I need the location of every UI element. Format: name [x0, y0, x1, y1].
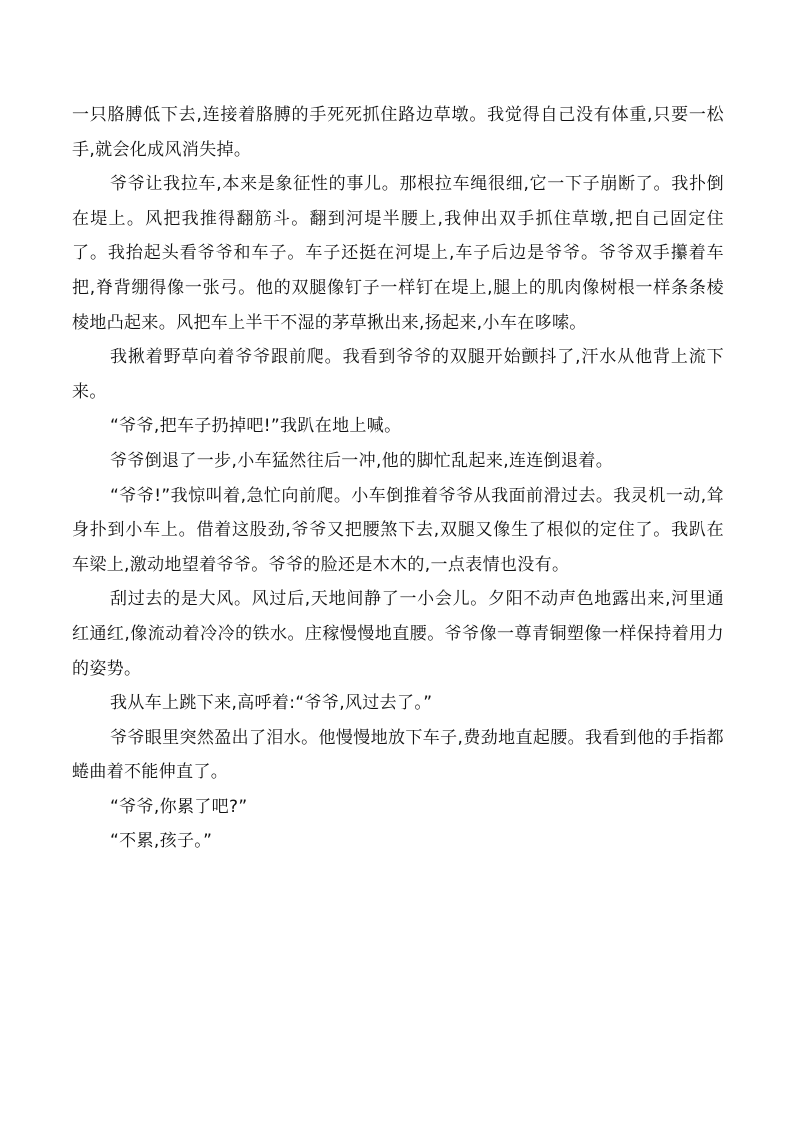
paragraph-6: “爷爷!”我惊叫着,急忙向前爬。小车倒推着爷爷从我面前滑过去。我灵机一动,耸身扑到小车上。借着这股劲,爷爷又把腰煞下去,双腿又像生了根似的定住了。我趴在车梁上,激动地望着爷爷。爷爷的脸还是木木的,一点表情也没有。: [72, 485, 724, 575]
paragraph-5: 爷爷倒退了一步,小车猛然往后一冲,他的脚忙乱起来,连连倒退着。: [110, 450, 614, 471]
paragraph-1: 一只胳膊低下去,连接着胳膊的手死死抓住路边草墩。我觉得自己没有体重,只要一松手,就会化成风消失掉。: [72, 105, 724, 160]
paragraph-2: 爷爷让我拉车,本来是象征性的事儿。那根拉车绳很细,它一下子崩断了。我扑倒在堤上。风把我推得翻筋斗。翻到河堤半腰上,我伸出双手抓住草墩,把自己固定住了。我抬起头看爷爷和车子。车子还挺在河堤上,车子后边是爷爷。爷爷双手攥着车把,脊背绷得像一张弓。他的双腿像钉子一样钉在堤上,腿上的肌肉像树根一样条条棱棱地凸起来。风把车上半干不湿的茅草揪出来,扬起来,小车在哆嗦。: [72, 174, 724, 333]
paragraph-3: 我揪着野草向着爷爷跟前爬。我看到爷爷的双腿开始颤抖了,汗水从他背上流下来。: [72, 347, 724, 402]
paragraph-4: “爷爷,把车子扔掉吧!”我趴在地上喊。: [110, 416, 402, 437]
paragraph-11: “不累,孩子。”: [110, 831, 213, 852]
paragraph-8: 我从车上跳下来,高呼着:“爷爷,风过去了。”: [110, 693, 433, 714]
paragraph-9: 爷爷眼里突然盈出了泪水。他慢慢地放下车子,费劲地直起腰。我看到他的手指都蜷曲着不能伸直了。: [72, 727, 724, 783]
paragraph-10: “爷爷,你累了吧?”: [110, 796, 248, 817]
paragraph-7: 刮过去的是大风。风过后,天地间静了一小会儿。夕阳不动声色地露出来,河里通红通红,像流动着冷冷的铁水。庄稼慢慢地直腰。爷爷像一尊青铜塑像一样保持着用力的姿势。: [72, 589, 724, 679]
document-body: [72, 98, 724, 859]
